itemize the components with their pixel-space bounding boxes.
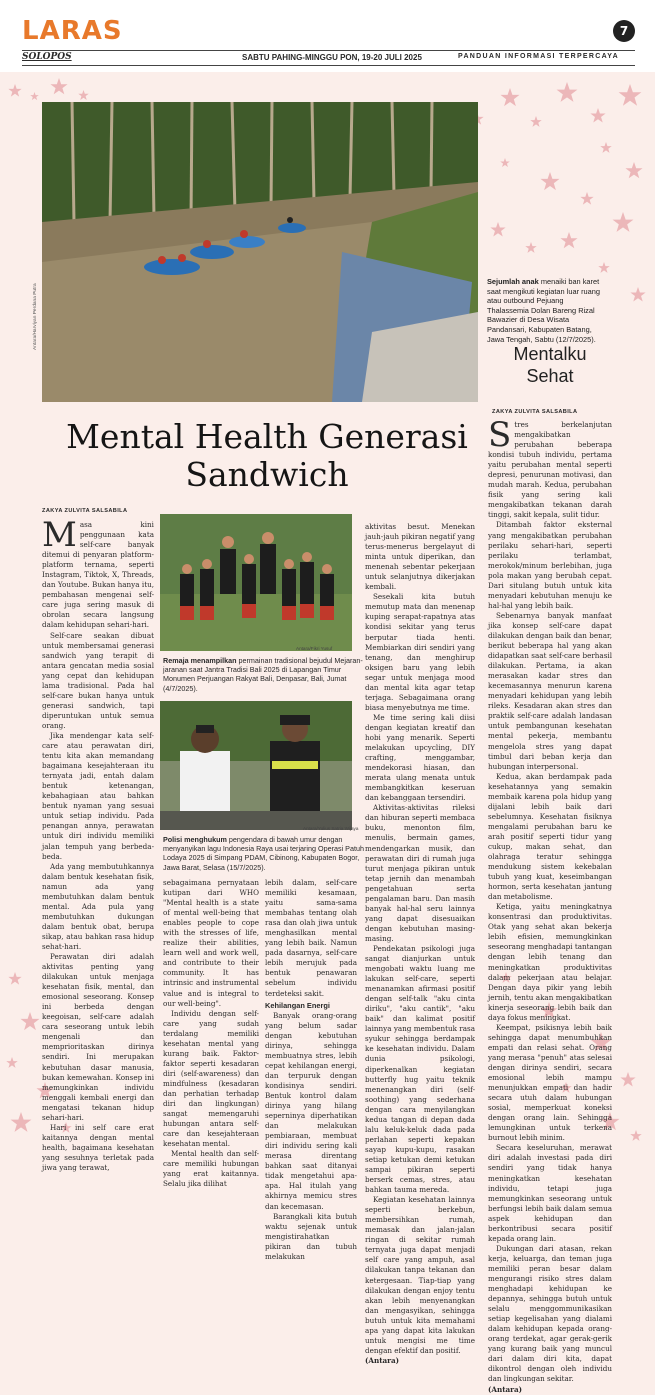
article-sign: (Antara) bbox=[365, 1355, 400, 1365]
paragraph: Ditambah faktor eksternal yang mengakibatkan perubahan perilaku sehari-hari, seperti perilaku terlambat, merokok/minum berlebihan, juga pola makan yang berubah cepat. Dari situlang butuh untuk kita menyadari kebutuhan menuju ke hal-hal yang lebih baik. bbox=[488, 520, 612, 610]
newspaper-tagline: PANDUAN INFORMASI TERPERCAYA bbox=[458, 53, 619, 60]
article-column-2 bbox=[163, 878, 259, 1189]
sidebar-title: Mentalku Sehat bbox=[513, 344, 587, 386]
paragraph: aktivitas besut. Menekan jauh-jauh pikiran negatif yang terus-menerus bergelayut di minta untuk diperikan, dan menenah sebentar pekerjaan untuk selanjutnya dikerjakan kembali. bbox=[365, 522, 475, 592]
paragraph: Individu dengan self-care yang sudah terdalang memiliki kesehatan mental yang kurang baik. Faktor-faktor seperti kesadaran diri (self-awareness) dan mindfulness (kesadaran dan perhatian terhadap diri dan lingkungan) sangat memengaruhi hubungan antara self-care dan kesejahteraan kesehatan mental. bbox=[163, 1008, 259, 1149]
article-column-3 bbox=[265, 878, 357, 1261]
paragraph: Secara keseluruhan, merawat diri adalah investasi pada diri sendiri yang tidak hanya meningkatkan kesehatan individu, tetapi juga memungkinkan seseorang untuk berfungsi lebih baik dalam semua aspek kehidupan dan berkontribusi secara positif kepada orang lain. bbox=[488, 1143, 612, 1243]
drop-cap: S bbox=[488, 415, 512, 455]
paragraph: tres berkelanjutan mengakibatkan perubahan beberapa kondisi tubuh individu, pertama yaitu perubahan mental seperti depresi, penurunan motivasi, dan mudah marah. Kedua, perubahan fisik yang sering kali mengakibatkan tekanan darah tinggi, sakit kepala, sulit tidur. bbox=[488, 420, 612, 520]
paragraph: Perawatan diri adalah aktivitas penting yang dilakukan untuk menjaga kesehatan fisik, mental, dan emosional seseorang. Konsep ini berbeda dengan keegoisan, self-care adalah cara seseorang untuk lebih mengenali dan memprioritaskan dirinya sendiri. Ini merupakan kebutuhan dasar manusia, bukan kemewahan. Konsep ini memungkinkan individu menggali kembali energi dan mengatasi tekanan hidup sehari-hari. bbox=[42, 952, 154, 1122]
caption-lead: Polisi menghukum bbox=[163, 835, 227, 844]
article-column-1 bbox=[42, 515, 154, 1172]
paragraph: Kegiatan kesehatan lainnya seperti berkebun, membersihkan rumah, memasak dan jalan-jalan ringan di sekitar rumah ternyata juga dapat menjadi self care yang ampuh, asal dilakukan tanpa tekanan dan ketergesaan. Tiap-tiap yang dilakukan dengan enjoy tentu akan lebih menyenangkan dan mengasyikan, sehingga butuh untuk kita memahami apa yang dapat kita lakukan untuk mengisi me time dengan efektif dan positif. bbox=[365, 1195, 475, 1355]
photo-caption bbox=[163, 835, 368, 872]
photo-caption bbox=[487, 277, 607, 344]
paragraph: Jika mendengar kata self-care atau perawatan diri, tentu kita akan memandang bagaimana kesejahteraan itu ternyata jadi, entah dalam bentuk ketenangan, kebahagiaan atau bahkan bentuk nyaman yang sesuai untuk setiap individu. Pada penangan annya, perawatan untuk diri individu memiliki jalan tempuh yang berbeda-beda. bbox=[42, 730, 154, 861]
sidebar-author: ZAKYA ZULVITA SALSABILA bbox=[492, 409, 578, 415]
paragraph: Pendekatan psikologi juga sangat dianjurkan untuk mengobati waktu luang me lakukan self-care, seperti menanamkan afirmasi positif dengan self-talk "aku cinta diriku", "aku cantik", "aku baik" dan kalimat positif lainnya yang membentuk rasa syukur sehingga berdampak ke kesehatan individu. Dalam dunia psikologi, diperkenalkan kegiatan butterfly hug yaitu teknik menenangkan diri (self-soothing) yang sederhana dengan cara menyilangkan kedua tangan di depan dada lalu keluk-keluk dada pada perlahan seperti kepakan sayap kupu-kupu, rasakan setiap ketukan demi ketukan sampai pikiran seperti berserk cemas, stres, atau bahkan tauma mereda. bbox=[365, 943, 475, 1195]
article-title: Mental Health Generasi Sandwich bbox=[66, 417, 468, 494]
photo-credit: Antara/Harviyan Perdana Putra bbox=[33, 283, 38, 350]
photo-caption bbox=[163, 656, 368, 693]
photo-credit: Antara/Yulius Satria Wijaya bbox=[303, 826, 359, 831]
photo-traditional-game bbox=[160, 514, 352, 651]
paragraph: Hari ini self care erat kaitannya dengan mental health, bagaimana kesehatan yang sesuhnya terletak pada jiwa yang terawat, bbox=[42, 1122, 154, 1172]
caption-text: pengendara di bawah umur dengan menyanyikan lagu Indonesia Raya usai terjaring Operasi Patuh Lodaya 2025 di Simpang PDAM, Cibinong, Kabupaten Bogor, Jawa Barat, Selasa (15/7/2025). bbox=[163, 835, 364, 872]
caption-text: permainan tradisional bejudul Mejaran-jaranan saat Jantra Tradisi Bali 2025 di Lapangan Timur Monumen Perjuangan Rakyat Bali, Denpasar, Bali, Jumat (4/7/2025). bbox=[163, 656, 363, 693]
paragraph: asa kini penggunaan kata self-care banyak ditemui di penyaran platform-platform ternama, seperti Instagram, Tiktok, X, Threads, dan Youtube. Bukan hanya itu, pembahasan mengenai self-care juga sering masuk di obrolan secara langsung dalam kehidupan sehari-hari. bbox=[42, 520, 154, 630]
paragraph: Banyak orang-orang yang belum sadar dengan kebutuhan dirinya, sehingga membuatnya stres, lebih cepat kehilangan energi, dan terpuruk dengan kondisinya sendiri. Bentuk kontrol dalam dirinya yang hilang seperninya diperhatikan dan melakukan pembiaraan, membuat diri individu sering kali merasa direntang bahkan saat ditanyai tidak mengetahui apa-apa. Hal itulah yang akhirnya memicu stres dan kecemasan. bbox=[265, 1010, 357, 1211]
paragraph: Keempat, psikisnya lebih baik sehingga dapat menumbuhkan empati dan relasi sehat. Orang yang merasa "penuh" atas selesai dengan dirinya sendiri, secara emosional lebih mampu menunjukkan empati dan hadir secara utuh dalam hubungan sosial, memperkuat koneksi dengan orang lain. Sehingga lemungkinan untuk terkena burnout lebih minim. bbox=[488, 1022, 612, 1143]
sidebar-sign: (Antara) bbox=[488, 1384, 523, 1394]
page-number: 7 bbox=[613, 20, 635, 42]
photo-river-tubing bbox=[42, 102, 478, 402]
drop-cap: M bbox=[42, 515, 77, 555]
header-rule-bottom bbox=[22, 65, 635, 66]
header-rule-top bbox=[22, 50, 635, 51]
caption-lead: Sejumlah anak bbox=[487, 277, 539, 286]
paragraph: Dukungan dari atasan, rekan kerja, keluarga, dan teman juga memiliki peran besar dalam mengurangi risiko stres dalam menghadapi kehidupan ke depannya, sehingga butuh untuk selalu menggommunikasikan setiap kegelisahan yang dialami dalam kehidupan kepada orang-orang terdekat, agar gerak-gerik yang kurang baik yang muncul dari dalam diri kita, dapat dikontrol dengan oleh individu dan lingkungan sekitar. bbox=[488, 1243, 612, 1384]
article-column-4 bbox=[365, 522, 475, 1365]
paragraph: Me time sering kali diisi dengan kegiatan kreatif dan hobi yang menarik. Seperti melakukan upcycling, DIY crafting, menggambar, mendekorasi hiasan, dan merata ulang menata untuk membangkitkan keseruan dan kebanggaan tersendiri. bbox=[365, 712, 475, 803]
paragraph: Barangkali kita butuh waktu sejenak untuk mengistirahatkan pikiran dan tubuh melakukan bbox=[265, 1211, 357, 1261]
paragraph: Self-care seakan dibuat untuk membersamai generasi sandwich yang terapit di antara gencatan media sosial yang cepat dan kehidupan lama tradisional. Pada hal self-care bukan hanya untuk generasi sandwich, tapi diperuntukan untuk semua orang. bbox=[42, 630, 154, 730]
photo-credit: Antara/Fikri Yusuf bbox=[296, 646, 333, 651]
paragraph: Ketiga, yaitu meningkatnya konsentrasi dan produktivitas. Otak yang sehat akan bekerja lebih efisien, memungkinkan seseorang menghadapi tantangan dengan lebih tenang dan meningkatkan produktivitas dalam pekerjaan atau belajar. Dengan daya pikir yang lebih jernih, tentu akan mengakibatkan kinerja seseorang lebih baik dan daya fokus meningkat. bbox=[488, 902, 612, 1022]
paragraph: Sebenarnya banyak manfaat jika konsep self-care dapat dilakukan dengan baik dan benar, berikut beberapa hal yang akan didapatkan saat self-care berhasil dilakukan. Pertama, ia akan merasakan kadar stres dan kecemasannya menurun karena menyadari kehidupan yang lebih rileks. Kesadaran akan stres dan praktik self-care adalah landasan untuk pembangunan kesehatan mental pekerja, membantu mengelola stres yang dapat timbul dari beban kerja dan hubungan interpersonal. bbox=[488, 610, 612, 771]
paragraph: sebagaimana pernyataan kutipan dari WHO "Mental health is a state of mental well-being that enables people to cope with the stresses of life, realize their abilities, learn well and work well, and contribute to their community. It has intrinsic and instrumental value and is integral to our well-being". bbox=[163, 878, 259, 1008]
paragraph: Mental health dan self-care memiliki hubungan yang erat kaitannya. Selalu jika dilihat bbox=[163, 1149, 259, 1189]
section-title: LARAS bbox=[22, 16, 123, 46]
newspaper-brand: SOLOPOS bbox=[22, 52, 72, 62]
article-author: ZAKYA ZULVITA SALSABILA bbox=[42, 508, 128, 514]
paragraph: Aktivitas-aktivitas rileksi dan hiburan seperti membaca buku, menonton film, menulis, bermain games, mendengarkan musik, dan perawatan diri di rumah juga turut menjaga pikiran untuk tetap jernih dan menambah pengetahuan serta pengalaman baru. Dan masih banyak hal-hal seru lainnya yang dapat disesuaikan dengan kebutuhan masing-masing. bbox=[365, 803, 475, 943]
sidebar-column bbox=[488, 415, 612, 1394]
subheading: Kehilangan Energi bbox=[265, 1000, 330, 1010]
paragraph: Kedua, akan berdampak pada kesehatannya yang semakin membaik karena pola hidup yang dijalani lebih baik dari sebelumnya. Kesehatan fisiknya mengalami perubahan baru ke arah positif seperti tidur yang cukup, makan sehat, dan olahraga teratur sehingga mendukung sistem kekebalan tubuh yang kuat, keseimbangan hormon, serta kesehatan jantung dan metabolisme. bbox=[488, 771, 612, 902]
paragraph: Sesekali kita butuh memutup mata dan menenap kuping serapat-rapatnya atas kondisi sekitar yang terus berputar tiada henti. Membiarkan diri sendiri yang tenang, dan menghirup oksigen baru yang lebih segar untuk menjaga mood dan mental kita agar tetap terjaga. Sebagaimana orang biasa menyebutnya me time. bbox=[365, 592, 475, 712]
paragraph: lebih dalam, self-care memiliki kesamaan, yaitu sama-sama membahas tentang olah rasa dan olah jiwa untuk menghasilkan mental yang lebih baik. Namun pada dasarnya, self-care lebih merujuk pada bentuk penawaran sebelum individu terdeteksi sakit. bbox=[265, 878, 357, 998]
edition-date: SABTU PAHING-MINGGU PON, 19-20 JULI 2025 bbox=[242, 53, 422, 62]
photo-police bbox=[160, 701, 352, 830]
caption-lead: Remaja menampilkan bbox=[163, 656, 237, 665]
caption-text: menaiki ban karet saat mengikuti kegiatan luar ruang atau outbound Pejuang Thalassemia Dolan Bareng Rizal Bawazier di Desa Wisata Pandansari, Kabupaten Batang, Jawa Tengah, Sabtu (12/7/2025). bbox=[487, 277, 600, 344]
paragraph: Ada yang membutuhkannya dalam bentuk kesehatan fisik, namun ada yang membutuhkan dalam bentuk mental. Ada pula yang membutuhkan dukungan dalam bentuk obat, berupa sikap, atau bahkan rasa hidup sehat-hari. bbox=[42, 861, 154, 951]
